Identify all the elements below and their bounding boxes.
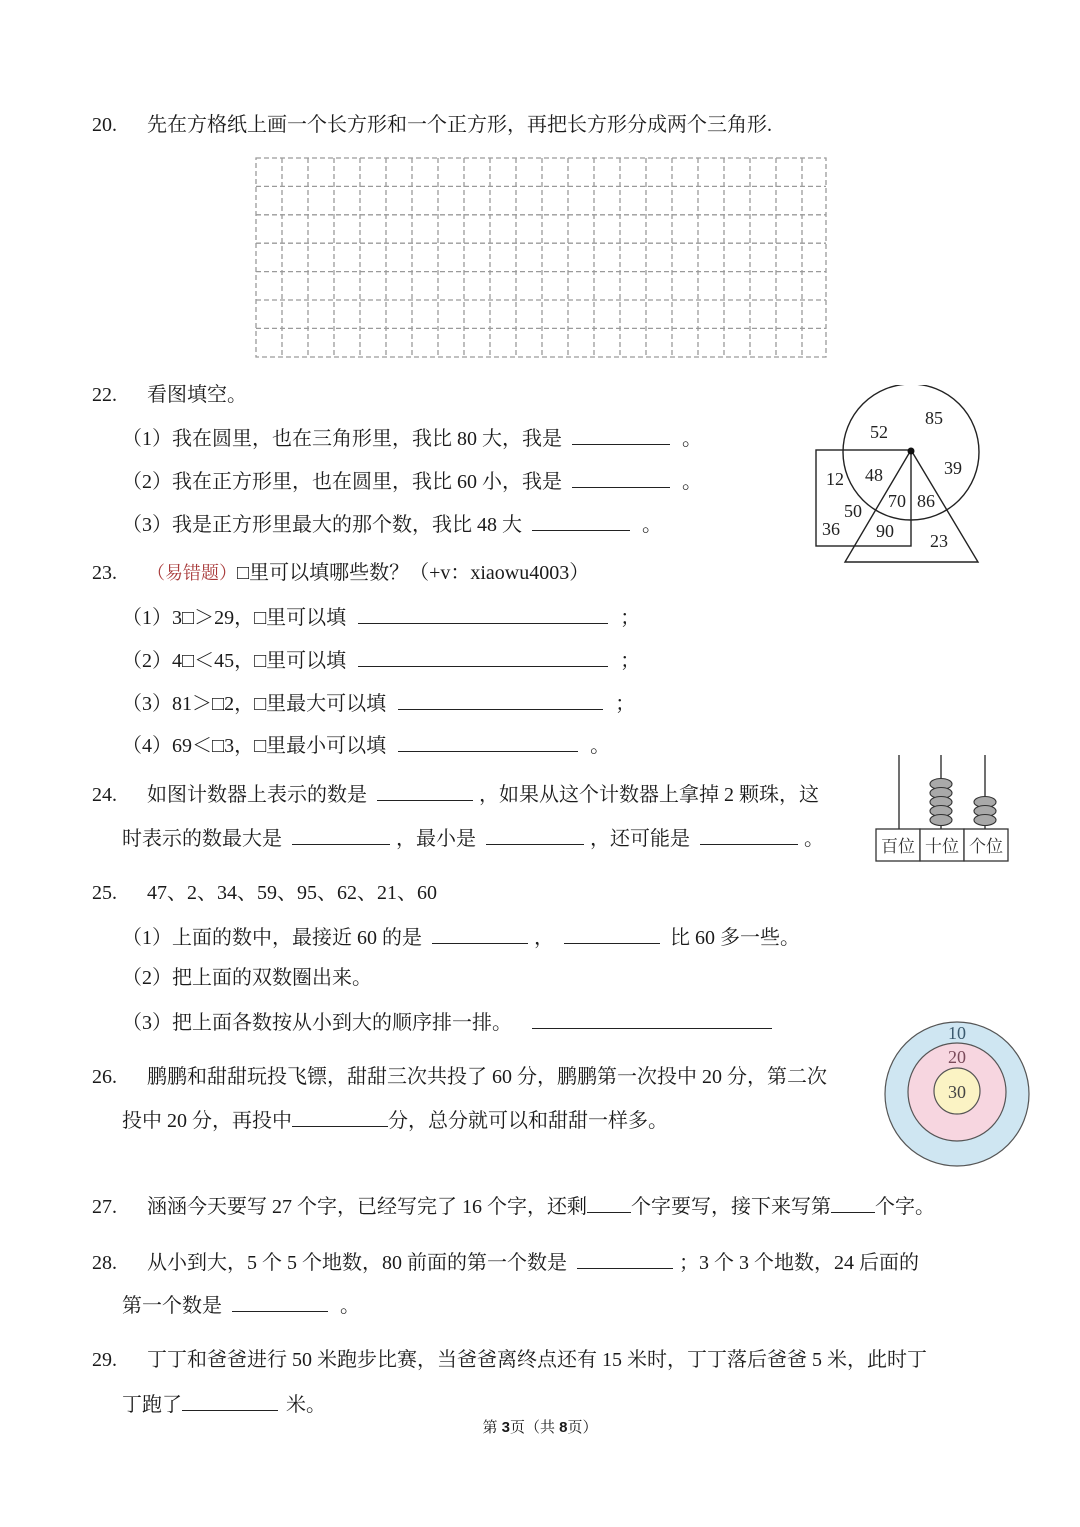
grid-paper[interactable] xyxy=(255,157,827,364)
question-text: 个字。 xyxy=(875,1196,935,1218)
q22-item-1 xyxy=(122,424,702,452)
answer-blank[interactable] xyxy=(532,510,630,531)
answer-blank[interactable] xyxy=(572,424,670,445)
q23-item-2 xyxy=(122,646,640,674)
answer-blank[interactable] xyxy=(700,824,798,845)
q23-item-4 xyxy=(122,731,610,759)
question-28 xyxy=(92,1248,919,1276)
q23-item-1 xyxy=(122,603,640,631)
question-text: 第一个数是 xyxy=(122,1295,222,1317)
question-24 xyxy=(92,780,819,808)
item-text: （3）我是正方形里最大的那个数，我比 48 大 xyxy=(122,514,522,536)
answer-blank[interactable] xyxy=(577,1248,673,1269)
question-text: 个字要写，接下来写第 xyxy=(631,1196,831,1218)
question-text: 分，总分就可以和甜甜一样多。 xyxy=(388,1110,668,1132)
item-punct: 。 xyxy=(682,471,702,493)
question-29 xyxy=(92,1347,927,1373)
question-text: 从小到大，5 个 5 个地数，80 前面的第一个数是 xyxy=(147,1252,567,1274)
question-24-line2 xyxy=(122,824,824,852)
answer-blank[interactable] xyxy=(377,780,473,801)
question-26-line2 xyxy=(122,1106,668,1134)
question-26 xyxy=(92,1064,827,1090)
answer-blank[interactable] xyxy=(182,1390,278,1411)
ring-score: 10 xyxy=(948,1023,966,1043)
item-punct: ； xyxy=(615,693,636,715)
abacus-label: 百位 xyxy=(881,837,915,856)
question-text: ，如果从这个计数器上拿掉 2 颗珠，这 xyxy=(479,784,819,806)
question-20 xyxy=(92,112,772,138)
question-text: 投中 20 分，再投中 xyxy=(122,1110,292,1132)
ring-score: 20 xyxy=(948,1047,966,1067)
total-pages: 8 xyxy=(559,1419,568,1436)
answer-blank[interactable] xyxy=(358,646,608,667)
footer-text: 页（共 xyxy=(509,1419,560,1436)
question-number: 22. xyxy=(92,384,117,406)
fig-number: 86 xyxy=(917,491,935,511)
fig-number: 52 xyxy=(870,422,888,442)
question-25 xyxy=(92,880,437,906)
question-text: 鹏鹏和甜甜玩投飞镖，甜甜三次共投了 60 分，鹏鹏第一次投中 20 分，第二次 xyxy=(147,1066,827,1088)
question-number: 28. xyxy=(92,1252,117,1274)
venn-figure xyxy=(805,385,995,576)
question-number: 25. xyxy=(92,882,117,904)
answer-blank[interactable] xyxy=(831,1192,875,1213)
abacus-figure xyxy=(870,750,1015,876)
fig-number: 70 xyxy=(888,491,906,511)
answer-blank[interactable] xyxy=(398,689,603,710)
question-text: 丁跑了 xyxy=(122,1394,182,1416)
answer-blank[interactable] xyxy=(292,824,390,845)
question-29-line2 xyxy=(122,1390,326,1418)
answer-blank[interactable] xyxy=(486,824,584,845)
q22-item-2 xyxy=(122,467,702,495)
error-prone-tag: （易错题） xyxy=(147,563,237,583)
question-text: 如图计数器上表示的数是 xyxy=(147,784,367,806)
question-text: 时表示的数最大是 xyxy=(122,828,282,850)
answer-blank[interactable] xyxy=(398,731,578,752)
dart-target-figure xyxy=(882,1017,1030,1175)
item-text: （1）我在圆里，也在三角形里，我比 80 大，我是 xyxy=(122,428,562,450)
q23-item-3 xyxy=(122,689,635,717)
fig-number: 12 xyxy=(826,469,844,489)
item-punct: 。 xyxy=(642,514,662,536)
item-text: （3）81＞□2，□里最大可以填 xyxy=(122,693,387,715)
fig-number: 85 xyxy=(925,408,943,428)
answer-blank[interactable] xyxy=(572,467,670,488)
item-text: （2）我在正方形里，也在圆里，我比 60 小，我是 xyxy=(122,471,562,493)
question-number: 20. xyxy=(92,114,117,136)
answer-blank[interactable] xyxy=(292,1106,388,1127)
question-text: ，最小是 xyxy=(396,828,476,850)
page-footer xyxy=(0,1416,1080,1437)
question-text: 。 xyxy=(340,1295,360,1317)
fig-number: 50 xyxy=(844,501,862,521)
q22-item-3 xyxy=(122,510,662,538)
page-number: 3 xyxy=(501,1419,510,1436)
question-27 xyxy=(92,1192,935,1220)
question-text: 米。 xyxy=(286,1394,326,1416)
fig-number: 39 xyxy=(944,458,962,478)
question-text: □里可以填哪些数？（+v：xiaowu4003） xyxy=(237,562,590,584)
answer-blank[interactable] xyxy=(532,1008,772,1029)
question-number: 23. xyxy=(92,562,117,584)
item-text: 比 60 多一些。 xyxy=(670,927,800,949)
fig-number: 36 xyxy=(822,519,840,539)
item-text: （3）把上面各数按从小到大的顺序排一排。 xyxy=(122,1012,512,1034)
question-number: 29. xyxy=(92,1349,117,1371)
item-punct: ； xyxy=(620,607,641,629)
answer-blank[interactable] xyxy=(564,923,660,944)
ring-score: 30 xyxy=(948,1082,966,1102)
footer-text: 第 xyxy=(482,1419,502,1436)
fig-number: 90 xyxy=(876,521,894,541)
question-text: 先在方格纸上画一个长方形和一个正方形，再把长方形分成两个三角形. xyxy=(147,114,772,136)
abacus-label: 个位 xyxy=(969,837,1003,856)
item-punct: 。 xyxy=(682,428,702,450)
question-text: ；3 个 3 个地数，24 后面的 xyxy=(679,1252,919,1274)
answer-blank[interactable] xyxy=(432,923,528,944)
item-text: （2）4□＜45，□里可以填 xyxy=(122,650,347,672)
question-number: 27. xyxy=(92,1196,117,1218)
item-text: （4）69＜□3，□里最小可以填 xyxy=(122,735,387,757)
q25-item-3 xyxy=(122,1008,778,1036)
question-text: 涵涵今天要写 27 个字，已经写完了 16 个字，还剩 xyxy=(147,1196,587,1218)
item-text: （1）上面的数中，最接近 60 的是 xyxy=(122,927,422,949)
question-number: 24. xyxy=(92,784,117,806)
question-23 xyxy=(92,560,589,586)
answer-blank[interactable] xyxy=(232,1291,328,1312)
question-text: 。 xyxy=(804,828,824,850)
item-text: （2）把上面的双数圈出来。 xyxy=(122,967,372,989)
q25-item-2 xyxy=(122,965,372,991)
number-list: 47、2、34、59、95、62、21、60 xyxy=(147,882,437,904)
footer-text: 页） xyxy=(567,1419,598,1436)
fig-number: 23 xyxy=(930,531,948,551)
fig-number: 48 xyxy=(865,465,883,485)
answer-blank[interactable] xyxy=(587,1192,631,1213)
item-text: ， xyxy=(534,927,554,949)
q25-item-1 xyxy=(122,923,800,951)
question-22 xyxy=(92,382,247,408)
item-punct: 。 xyxy=(590,735,611,757)
question-28-line2 xyxy=(122,1291,360,1319)
question-text: ，还可能是 xyxy=(590,828,690,850)
item-text: （1）3□＞29，□里可以填 xyxy=(122,607,347,629)
item-punct: ； xyxy=(620,650,641,672)
question-text: 丁丁和爸爸进行 50 米跑步比赛，当爸爸离终点还有 15 米时，丁丁落后爸爸 5 米，此时丁 xyxy=(147,1349,927,1371)
question-text: 看图填空。 xyxy=(147,384,247,406)
abacus-label: 十位 xyxy=(925,837,959,856)
question-number: 26. xyxy=(92,1066,117,1088)
answer-blank[interactable] xyxy=(358,603,608,624)
